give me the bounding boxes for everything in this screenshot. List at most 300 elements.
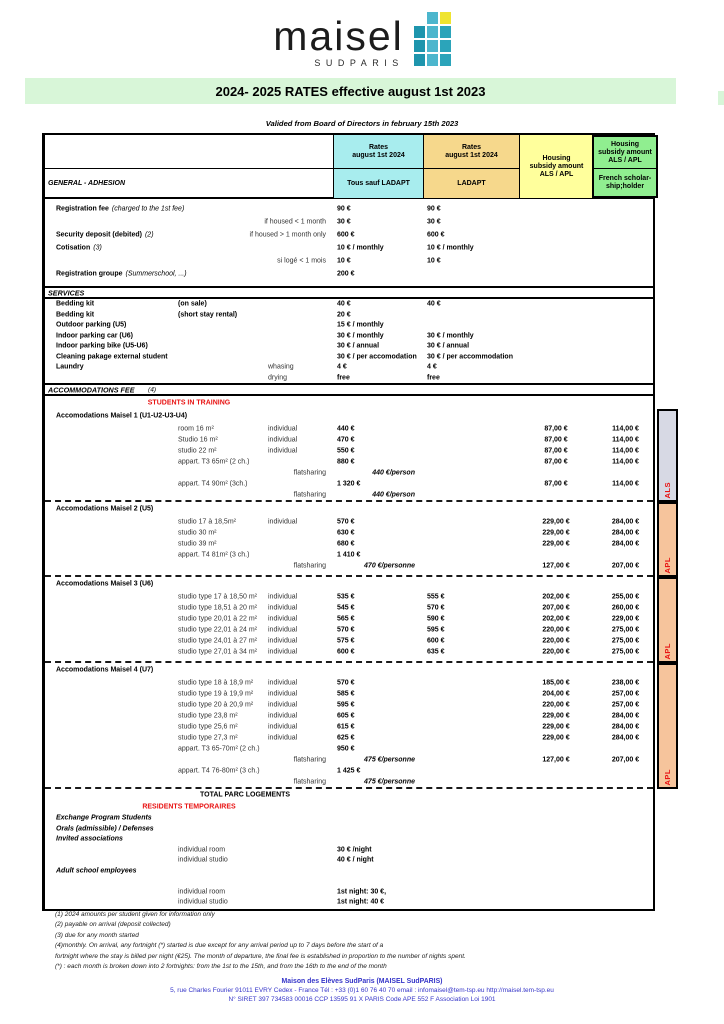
table-row: [45, 267, 653, 280]
apl-strip: [657, 577, 678, 663]
rate-all-value: 630 €: [337, 529, 355, 536]
table-row: [45, 478, 653, 489]
rates-ladapt-label: LADAPT: [457, 180, 486, 187]
rate-all-value: 535 €: [337, 593, 355, 600]
logo-square: [427, 12, 438, 24]
row-note: (3): [93, 244, 102, 251]
table-row: [45, 516, 653, 527]
row-main-label: Laundry: [56, 363, 84, 371]
rate-all-value: 1 425 €: [337, 767, 361, 774]
maisel3-title-row: [45, 577, 653, 591]
table-row: [45, 743, 653, 754]
room-type-label: studio type 20 à 20,9 m²: [178, 701, 254, 708]
table-row: [45, 613, 653, 624]
table-row: [45, 373, 653, 384]
table-row: [45, 299, 653, 310]
subsidy-als-apl-value: 229,00 €: [542, 518, 570, 525]
room-type-label: studio 22 m²: [178, 447, 217, 454]
occupancy-label: drying: [268, 374, 288, 382]
brand-subname: SUDPARIS: [314, 58, 404, 68]
table-row: [45, 824, 653, 835]
row-label: [56, 218, 59, 225]
maisel3-rows: [45, 591, 653, 661]
rate-all-value: 40 €: [337, 300, 351, 308]
logo-square: [427, 26, 438, 38]
row-label: [56, 701, 59, 708]
rate-all-value: 545 €: [337, 604, 355, 611]
logo-square: [440, 54, 451, 66]
table-row: [45, 352, 653, 363]
table-row: [45, 677, 653, 688]
row-label: [56, 846, 59, 853]
logo-text: [273, 10, 403, 68]
row-label: [56, 888, 59, 895]
row-option-label: (on sale): [178, 300, 207, 308]
row-note: (Summerschool, ...): [125, 270, 187, 277]
subsidy-als-apl-value: 220,00 €: [542, 637, 570, 644]
subsidy-als-apl-value: 207,00 €: [542, 604, 570, 611]
row-label: [56, 615, 59, 622]
subsidy-scholarship-value: 114,00 €: [612, 425, 639, 432]
rate-all-value: 565 €: [337, 615, 355, 622]
rate-all-value: free: [337, 374, 350, 382]
footer-org-name: Maison des Elèves SudParis (MAISEL SudPARIS): [281, 978, 443, 985]
section-residents: [45, 813, 653, 909]
footnote-line: fortnight where the stay is billed per night (€25). The month of departure, the final fee is established in proportion to the number of nights spent.: [55, 952, 466, 960]
table-row: [45, 467, 653, 478]
table-row: [45, 776, 653, 787]
row-main-label: Security deposit (debited): [56, 231, 142, 238]
subsidy-line: subsidy amount: [598, 149, 652, 156]
row-label: [56, 364, 87, 371]
occupancy-label: individual: [268, 626, 298, 633]
table-row: [45, 434, 653, 445]
rate-all-value: 200 €: [337, 270, 355, 277]
maisel1-title: Accomodations Maisel 1 (U1-U2-U3-U4): [56, 412, 188, 420]
subsidy-scholarship-value: 114,00 €: [612, 458, 639, 465]
room-type-label: studio type 25,6 m²: [178, 723, 238, 730]
table-row: [45, 765, 653, 776]
rate-all-value: 950 €: [337, 745, 355, 752]
subsidy-als-apl-value: 127,00 €: [542, 562, 570, 569]
maisel2-rows: [45, 516, 653, 575]
rate-all-value: 10 € / monthly: [337, 244, 384, 251]
rate-all-value: 575 €: [337, 637, 355, 644]
rates-ladapt-subtitle: [424, 169, 519, 198]
total-parc-label: TOTAL PARC LOGEMENTS: [200, 791, 291, 799]
rate-all-value: 30 € /night: [337, 846, 372, 854]
table-row: [45, 710, 653, 721]
section-services-header: [45, 286, 653, 299]
apl-strip-label: APL: [663, 556, 672, 573]
row-label: [56, 593, 59, 600]
room-type-label: appart. T4 76-80m² (3 ch.): [178, 767, 260, 774]
subsidy-als-apl-value: 87,00 €: [544, 436, 568, 443]
row-option-label: (short stay rental): [178, 311, 238, 319]
rate-all-value: 595 €: [337, 701, 355, 708]
section-general: [45, 199, 653, 286]
row-label: [56, 205, 184, 212]
rates-date: august 1st 2024: [352, 152, 405, 159]
occupancy-label: individual: [268, 679, 298, 686]
row-label: [56, 551, 59, 558]
row-note: (2): [144, 231, 154, 238]
logo-squares-icon: [414, 10, 451, 66]
section-services: [45, 299, 653, 383]
room-type-label: individual studio: [178, 898, 228, 906]
row-label: [56, 767, 59, 774]
row-label: [56, 469, 59, 476]
rate-ladapt-value: 4 €: [427, 363, 437, 371]
subsidy-scholarship-value: 238,00 €: [611, 679, 640, 686]
table-row: [45, 241, 653, 254]
table-row: [45, 331, 653, 342]
subsidy-als-apl-value: 185,00 €: [542, 679, 570, 686]
apl-strip-label: APL: [663, 642, 672, 659]
maisel4-title: Accomodations Maisel 4 (U7): [56, 666, 154, 674]
subsidy-line: subsidy amount: [529, 163, 584, 170]
row-label: [56, 491, 59, 498]
room-type-label: studio type 20,01 à 22 m²: [178, 615, 257, 622]
row-label: [56, 270, 187, 277]
row-label: [56, 540, 59, 547]
footnote-line: (4)monthly. On arrival, any fortnight (*) started is due except for any arrival period up to 7 days before the start of a: [55, 942, 384, 950]
table-row: [45, 855, 653, 866]
maisel1-title-row: [45, 409, 653, 423]
row-label: [56, 867, 140, 874]
subsidy-als-apl-value: 229,00 €: [542, 529, 570, 536]
logo-square: [440, 40, 451, 52]
table-row: [45, 549, 653, 560]
row-main-label: Bedding kit: [56, 300, 95, 308]
row-label: [56, 562, 59, 569]
table-row: [45, 310, 653, 321]
room-type-label: studio type 27,01 à 34 m²: [178, 648, 257, 655]
table-row: [45, 646, 653, 657]
subsidy-als-apl-value: 220,00 €: [542, 648, 570, 655]
row-label: [56, 231, 154, 238]
occupancy-label: individual: [268, 447, 298, 454]
header-scholarship-cell: [592, 135, 658, 198]
table-row: [45, 813, 653, 824]
room-type-label: room 16 m²: [178, 425, 214, 432]
rate-ladapt-value: 590 €: [427, 615, 445, 622]
table-row: [45, 602, 653, 613]
row-label: [56, 353, 171, 360]
rate-all-value: 680 €: [337, 540, 355, 547]
students-in-training-label: STUDENTS IN TRAINING: [147, 399, 231, 406]
rate-ladapt-value: 40 €: [427, 300, 441, 308]
rate-all-value: 20 €: [337, 311, 351, 319]
maisel2-title-row: [45, 502, 653, 516]
room-type-label: studio type 23,8 m²: [178, 712, 238, 719]
subsidy-als-apl-value: 87,00 €: [544, 480, 568, 487]
rate-all-value: 440 €: [337, 425, 355, 432]
rate-ladapt-value: free: [427, 374, 440, 382]
scholarship-line: French scholar-: [598, 174, 652, 182]
scholarship-subsidy-title: [594, 137, 656, 169]
maisel4-block: [45, 663, 672, 789]
subsidy-als-apl-value: 220,00 €: [542, 701, 570, 708]
row-label: [56, 626, 59, 633]
row-main-label: Bedding kit: [56, 311, 95, 319]
rate-all-value: 4 €: [337, 363, 347, 371]
subsidy-line: Housing: [542, 155, 571, 162]
occupancy-label: individual: [268, 637, 298, 644]
row-label: [56, 712, 59, 719]
footnote-line: (1) 2024 amounts per student given for information only: [55, 911, 215, 918]
room-type-label: appart. T4 90m² (3ch.): [178, 480, 248, 487]
subsidy-scholarship-value: 284,00 €: [611, 540, 640, 547]
table-row: [45, 320, 653, 331]
room-type-label: appart. T4 81m² (3 ch.): [178, 551, 250, 558]
rate-ladapt-value: 30 € / monthly: [427, 332, 474, 340]
row-main-label: Registration fee: [56, 205, 109, 212]
table-row: [45, 754, 653, 765]
logo: [0, 10, 724, 68]
occupancy-label: individual: [268, 712, 298, 719]
row-main-label: Adult school employees: [56, 867, 137, 875]
subsidy-scholarship-value: 275,00 €: [611, 648, 640, 655]
validation-note: Valided from Board of Directors in february 15th 2023: [265, 119, 459, 128]
rate-all-value: 600 €: [337, 231, 355, 238]
subsidy-scholarship-value: 207,00 €: [611, 756, 640, 763]
rate-all-value: 1 410 €: [337, 551, 361, 558]
row-label: [56, 723, 59, 730]
rate-per-person-value: 475 €/personne: [364, 756, 415, 763]
residents-title-label: RESIDENTS TEMPORAIRES: [142, 803, 236, 811]
table-body: [45, 199, 672, 909]
footnote-line: (*) : each month is broken down into 2 fortnights: from the 1st to the 15th, and from the 16th to the end of the month: [55, 963, 387, 971]
header-label-cell: [45, 135, 333, 198]
subsidy-als-apl-value: 127,00 €: [542, 756, 570, 763]
subsidy-scholarship-value: 275,00 €: [611, 637, 640, 644]
subsidy-scholarship-value: 255,00 €: [611, 593, 640, 600]
table-row: [45, 688, 653, 699]
row-label: [56, 311, 97, 318]
rate-all-value: 30 € / per accomodation: [337, 353, 417, 361]
subsidy-als-apl-value: 229,00 €: [542, 734, 570, 741]
logo-square: [414, 54, 425, 66]
table-row: [45, 591, 653, 602]
rate-ladapt-value: 30 € / annual: [427, 342, 470, 350]
subsidy-scholarship-value: 284,00 €: [611, 712, 640, 719]
title-banner: [25, 78, 676, 104]
row-label: [56, 301, 97, 308]
subsidy-als-apl-value: 87,00 €: [544, 447, 568, 454]
row-main-label: Cleaning pakage external student: [56, 353, 168, 361]
rates-word: Rates: [368, 144, 389, 151]
scholarship-line: ship;holder: [605, 182, 645, 190]
row-label: [56, 436, 59, 443]
table-row: [45, 362, 653, 373]
subsidy-scholarship-value: 257,00 €: [611, 690, 640, 697]
rates-all-title: [334, 135, 423, 169]
row-label: [56, 458, 59, 465]
rates-ladapt-title: [424, 135, 519, 169]
subsidy-als-apl-value: 87,00 €: [544, 425, 568, 432]
header-rates-all-cell: [333, 135, 423, 198]
row-label: [56, 257, 59, 264]
table-row: [45, 699, 653, 710]
occupancy-label: individual: [268, 615, 298, 622]
room-type-label: studio type 19 à 19,9 m²: [178, 690, 254, 697]
rate-ladapt-value: 10 €: [427, 257, 441, 264]
rate-ladapt-value: 600 €: [427, 231, 445, 238]
apl-strip-label: APL: [663, 768, 672, 785]
subsidy-scholarship-value: 114,00 €: [612, 447, 639, 454]
row-main-label: Invited associations: [56, 835, 123, 843]
occupancy-label: individual: [268, 425, 298, 432]
row-label: [56, 899, 59, 906]
subsidy-scholarship-value: 284,00 €: [611, 734, 640, 741]
row-sublabel: if housed < 1 month: [264, 218, 326, 225]
subsidy-scholarship-value: 284,00 €: [611, 518, 640, 525]
room-type-label: studio type 18,51 à 20 m²: [178, 604, 257, 611]
row-label: [56, 836, 126, 843]
occupancy-label: individual: [268, 701, 298, 708]
maisel2-block: [45, 502, 672, 577]
row-sublabel: if housed > 1 month only: [249, 231, 326, 238]
subsidy-als-apl-value: 87,00 €: [544, 458, 568, 465]
section-accommodations-header: [45, 383, 653, 396]
row-label: [56, 878, 59, 885]
room-type-label: studio 30 m²: [178, 529, 217, 536]
rate-all-value: 605 €: [337, 712, 355, 719]
occupancy-label: individual: [268, 604, 298, 611]
rate-all-value: 30 €: [337, 218, 351, 225]
room-type-label: appart. T3 65m² (2 ch.): [178, 458, 250, 465]
logo-square: [427, 54, 438, 66]
row-label: [56, 825, 157, 832]
rate-per-person-value: 470 €/personne: [364, 562, 415, 569]
page-title: 2024- 2025 RATES effective august 1st 2023: [215, 83, 486, 99]
rates-date: august 1st 2024: [445, 152, 498, 159]
logo-square: [414, 40, 425, 52]
subsidy-scholarship-value: 229,00 €: [611, 615, 640, 622]
table-row: [45, 215, 653, 228]
header-empty-cell: [45, 135, 333, 169]
table-row: [45, 721, 653, 732]
row-main-label: Cotisation: [56, 244, 91, 251]
room-type-label: studio type 17 à 18,50 m²: [178, 593, 257, 600]
table-row: [45, 624, 653, 635]
subsidy-scholarship-value: 257,00 €: [611, 701, 640, 708]
occupancy-label: individual: [268, 690, 298, 697]
table-row: [45, 228, 653, 241]
section-accommodations-note: (4): [148, 386, 157, 393]
rate-ladapt-value: 570 €: [427, 604, 445, 611]
rate-all-value: 470 €: [337, 436, 355, 443]
row-label: [56, 604, 59, 611]
page-footer: [0, 977, 724, 1004]
row-sublabel: flatsharing: [293, 756, 326, 763]
row-label: [56, 690, 59, 697]
rate-all-value: 90 €: [337, 205, 351, 212]
room-type-label: individual studio: [178, 856, 228, 864]
table-row: [45, 254, 653, 267]
row-label: [56, 756, 59, 763]
rate-all-value: 570 €: [337, 679, 355, 686]
rate-per-person-value: 440 €/person: [372, 469, 415, 476]
rate-all-value: 570 €: [337, 518, 355, 525]
rate-all-value: 10 €: [337, 257, 351, 264]
occupancy-label: individual: [268, 648, 298, 655]
rate-all-value: 585 €: [337, 690, 355, 697]
section-services-label: SERVICES: [48, 288, 85, 297]
scholarship-holder-label: [594, 169, 656, 195]
section-general-header: [45, 169, 333, 198]
row-label: [56, 679, 59, 686]
footnote-line: (2) payable on arrival (deposit collected): [55, 921, 171, 929]
row-sublabel: flatsharing: [293, 469, 326, 476]
table-row: [45, 341, 653, 352]
row-label: [56, 447, 59, 454]
table-row: [45, 732, 653, 743]
rate-all-value: 40 € / night: [337, 856, 374, 864]
maisel4-title-row: [45, 663, 653, 677]
row-note: (charged to the 1st fee): [111, 205, 185, 212]
subsidy-scholarship-value: 207,00 €: [611, 562, 640, 569]
header-rates-ladapt-cell: [423, 135, 519, 198]
row-label: [56, 778, 59, 785]
row-main-label: Exchange Program Students: [56, 814, 152, 822]
room-type-label: individual room: [178, 846, 226, 854]
occupancy-label: individual: [268, 593, 298, 600]
row-sublabel: flatsharing: [293, 562, 326, 569]
rate-ladapt-value: 600 €: [427, 637, 445, 644]
occupancy-label: individual: [268, 734, 298, 741]
footnotes: [55, 910, 466, 972]
footer-contact-line: 5, rue Charles Fourier 91011 EVRY Cedex - France Tél : +33 (0)1 60 76 40 70 email : infomaisel@tem-tsp.eu http://maisel.tem-tsp.eu: [170, 987, 554, 994]
room-type-label: individual room: [178, 888, 226, 896]
row-label: [56, 244, 102, 251]
footnote-line: (3) due for any month started: [55, 931, 139, 939]
occupancy-label: individual: [268, 436, 298, 443]
table-row: [45, 423, 653, 434]
table-row: [45, 445, 653, 456]
subsidy-als-apl-value: 220,00 €: [542, 626, 570, 633]
room-type-label: studio type 27,3 m²: [178, 734, 238, 741]
logo-square: [440, 26, 451, 38]
row-label: [56, 518, 59, 525]
rate-all-value: 550 €: [337, 447, 355, 454]
rate-all-value: 615 €: [337, 723, 355, 730]
rate-ladapt-value: 635 €: [427, 648, 445, 655]
als-strip: [657, 409, 678, 502]
row-sublabel: flatsharing: [293, 491, 326, 498]
table-row: [45, 489, 653, 500]
row-main-label: Outdoor parking (U5): [56, 321, 127, 329]
row-label: [56, 332, 136, 339]
room-type-label: studio type 24,01 à 27 m²: [178, 637, 257, 644]
rates-table: [42, 133, 672, 911]
rate-ladapt-value: 595 €: [427, 626, 445, 633]
row-main-label: Indoor parking bike (U5-U6): [56, 342, 148, 350]
residents-title-row: [45, 801, 653, 813]
subsidy-als-apl-value: 229,00 €: [542, 723, 570, 730]
banner-edge-fragment: [718, 91, 724, 105]
row-label: [56, 637, 59, 644]
apl-strip: [657, 502, 678, 577]
maisel2-title: Accomodations Maisel 2 (U5): [56, 505, 154, 513]
table-row: [45, 834, 653, 845]
row-main-label: Indoor parking car (U6): [56, 332, 134, 340]
subsidy-als-apl-value: 229,00 €: [542, 540, 570, 547]
maisel3-title: Accomodations Maisel 3 (U6): [56, 580, 154, 588]
rate-per-person-value: 475 €/personne: [364, 778, 415, 785]
logo-square: [414, 26, 425, 38]
